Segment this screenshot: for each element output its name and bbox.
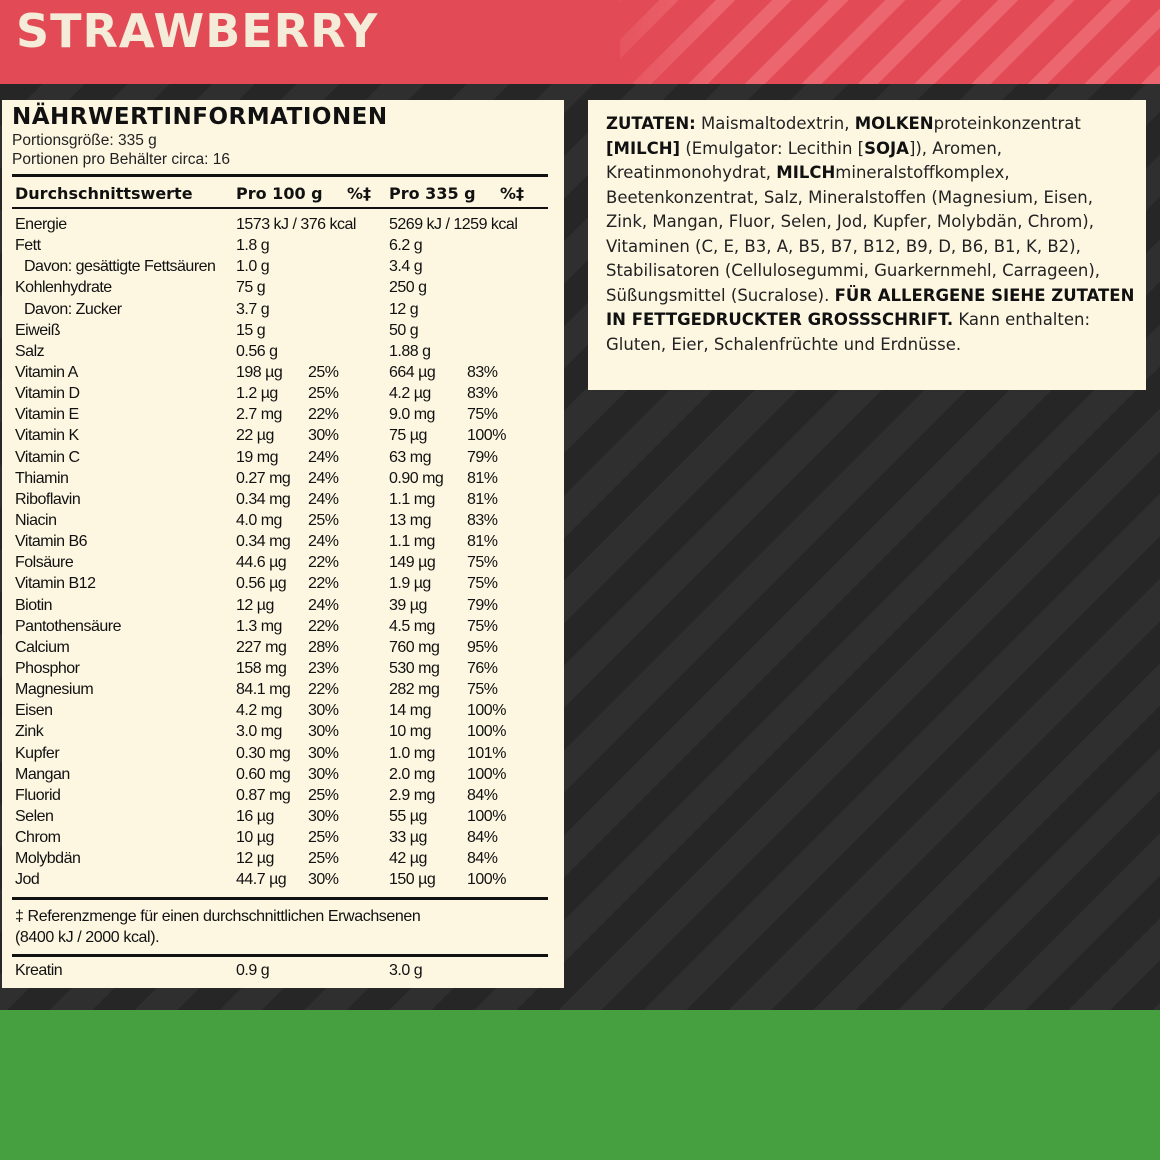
value-per100: 3.0 mg xyxy=(236,723,282,741)
percent-per335: 81% xyxy=(467,490,498,508)
kreatin-per100: 0.9 g xyxy=(236,962,270,979)
value-per335: 1.9 µg xyxy=(389,575,431,593)
ingredient-bold-text: ZUTATEN: xyxy=(606,114,696,133)
percent-per335: 75% xyxy=(467,617,498,635)
table-row xyxy=(2,745,564,766)
nutrition-table xyxy=(2,216,564,893)
value-per100: 0.27 mg xyxy=(236,469,291,487)
value-per335: 55 µg xyxy=(389,807,427,825)
percent-per100: 30% xyxy=(308,871,339,889)
value-per335: 760 mg xyxy=(389,638,440,656)
nutrition-title: NÄHRWERTINFORMATIONEN xyxy=(12,104,388,130)
portions-per-container: Portionen pro Behälter circa: 16 xyxy=(12,151,230,168)
divider xyxy=(12,897,548,900)
kreatin-per335: 3.0 g xyxy=(389,962,423,979)
value-per335: 149 µg xyxy=(389,554,436,572)
percent-per335: 95% xyxy=(467,638,498,656)
nutrient-name: Phosphor xyxy=(15,659,80,677)
kreatin-name: Kreatin xyxy=(15,962,63,979)
nutrient-name: Pantothensäure xyxy=(15,617,121,635)
value-per100: 44.6 µg xyxy=(236,554,287,572)
value-per335: 1.1 mg xyxy=(389,533,435,551)
percent-per335: 100% xyxy=(467,765,506,783)
table-row xyxy=(2,258,564,279)
ingredient-bold-text: MOLKEN xyxy=(854,114,934,133)
table-row xyxy=(2,723,564,744)
value-per335: 14 mg xyxy=(389,702,431,720)
percent-per100: 22% xyxy=(308,617,339,635)
nutrient-name: Mangan xyxy=(15,765,70,783)
value-per100: 1573 kJ / 376 kcal xyxy=(236,216,356,233)
value-per100: 2.7 mg xyxy=(236,406,282,424)
nutrient-name: Davon: Zucker xyxy=(24,300,122,318)
header-pct1: %‡ xyxy=(347,184,372,203)
percent-per335: 100% xyxy=(467,702,506,720)
percent-per335: 83% xyxy=(467,363,498,381)
value-per335: 4.5 mg xyxy=(389,617,435,635)
footnote-line1: ‡ Referenzmenge für einen durchschnittlichen Erwachsenen xyxy=(15,908,421,925)
header-per100: Pro 100 g xyxy=(236,184,323,203)
table-row xyxy=(2,533,564,554)
percent-per100: 30% xyxy=(308,744,339,762)
value-per335: 282 mg xyxy=(389,681,440,699)
divider xyxy=(12,954,548,957)
value-per100: 75 g xyxy=(236,279,266,297)
table-row xyxy=(2,385,564,406)
percent-per335: 76% xyxy=(467,659,498,677)
divider xyxy=(12,174,548,177)
percent-per335: 79% xyxy=(467,596,498,614)
value-per100: 1.3 mg xyxy=(236,617,282,635)
percent-per335: 75% xyxy=(467,406,498,424)
table-row xyxy=(2,850,564,871)
portion-size: Portionsgröße: 335 g xyxy=(12,132,157,149)
value-per335: 250 g xyxy=(389,279,427,297)
value-per335: 50 g xyxy=(389,321,419,339)
value-per335: 13 mg xyxy=(389,511,431,529)
value-per335: 9.0 mg xyxy=(389,406,435,424)
table-row xyxy=(2,322,564,343)
table-row xyxy=(2,766,564,787)
table-row xyxy=(2,512,564,533)
nutrient-name: Kupfer xyxy=(15,744,60,762)
percent-per335: 81% xyxy=(467,533,498,551)
ingredient-bold-text: [MILCH] xyxy=(606,138,681,158)
nutrient-name: Thiamin xyxy=(15,469,69,487)
nutrient-name: Vitamin E xyxy=(15,406,79,424)
nutrient-name: Riboflavin xyxy=(15,490,81,508)
percent-per335: 83% xyxy=(467,385,498,403)
nutrient-name: Folsäure xyxy=(15,554,74,572)
value-per335: 1.1 mg xyxy=(389,490,435,508)
nutrient-name: Vitamin B12 xyxy=(15,575,96,593)
value-per335: 75 µg xyxy=(389,427,427,445)
table-row xyxy=(2,660,564,681)
value-per100: 22 µg xyxy=(236,427,274,445)
value-per100: 10 µg xyxy=(236,829,274,847)
value-per100: 12 µg xyxy=(236,850,274,868)
value-per100: 12 µg xyxy=(236,596,274,614)
value-per335: 530 mg xyxy=(389,659,440,677)
value-per100: 84.1 mg xyxy=(236,681,291,699)
table-row xyxy=(2,575,564,596)
ingredient-bold-text: FÜR ALLERGENE SIEHE ZUTATEN IN FETTGEDRUCKTER GROSSSCHRIFT. xyxy=(606,285,1135,329)
percent-per335: 75% xyxy=(467,681,498,699)
percent-per100: 28% xyxy=(308,638,339,656)
table-row xyxy=(2,470,564,491)
percent-per335: 100% xyxy=(467,807,506,825)
percent-per100: 23% xyxy=(308,659,339,677)
nutrition-panel xyxy=(2,100,564,988)
value-per335: 3.4 g xyxy=(389,258,423,276)
percent-per100: 24% xyxy=(308,533,339,551)
value-per100: 16 µg xyxy=(236,807,274,825)
nutrient-name: Zink xyxy=(15,723,44,741)
value-per100: 0.56 µg xyxy=(236,575,287,593)
ingredient-bold-text: MILCH xyxy=(776,163,836,182)
value-per335: 2.0 mg xyxy=(389,765,435,783)
percent-per335: 79% xyxy=(467,448,498,466)
percent-per335: 84% xyxy=(467,850,498,868)
percent-per335: 100% xyxy=(467,871,506,889)
nutrient-name: Eisen xyxy=(15,702,53,720)
percent-per100: 25% xyxy=(308,850,339,868)
percent-per100: 24% xyxy=(308,469,339,487)
table-row xyxy=(2,491,564,512)
table-row xyxy=(2,364,564,385)
value-per335: 10 mg xyxy=(389,723,431,741)
percent-per335: 101% xyxy=(467,744,506,762)
percent-per100: 24% xyxy=(308,448,339,466)
nutrient-name: Selen xyxy=(15,807,54,825)
value-per100: 1.0 g xyxy=(236,258,270,276)
value-per335: 12 g xyxy=(389,300,419,318)
table-row xyxy=(2,681,564,702)
value-per100: 0.56 g xyxy=(236,342,278,360)
percent-per335: 84% xyxy=(467,786,498,804)
table-row xyxy=(2,871,564,892)
percent-per100: 22% xyxy=(308,554,339,572)
percent-per100: 24% xyxy=(308,596,339,614)
value-per100: 0.34 mg xyxy=(236,533,291,551)
nutrient-name: Magnesium xyxy=(15,681,94,699)
percent-per335: 75% xyxy=(467,554,498,572)
value-per100: 44.7 µg xyxy=(236,871,287,889)
ingredient-text: Maismaltodextrin, xyxy=(695,114,855,133)
value-per335: 1.88 g xyxy=(389,342,431,360)
percent-per335: 75% xyxy=(467,575,498,593)
percent-per335: 81% xyxy=(467,469,498,487)
value-per100: 0.60 mg xyxy=(236,765,291,783)
value-per100: 19 mg xyxy=(236,448,278,466)
nutrient-name: Molybdän xyxy=(15,850,81,868)
table-row xyxy=(2,406,564,427)
nutrient-name: Eiweiß xyxy=(15,321,61,339)
nutrient-name: Vitamin K xyxy=(15,427,79,445)
percent-per335: 83% xyxy=(467,511,498,529)
percent-per335: 84% xyxy=(467,829,498,847)
footnote xyxy=(15,906,420,948)
nutrient-name: Vitamin B6 xyxy=(15,533,88,551)
percent-per335: 100% xyxy=(467,723,506,741)
ingredient-text: ]), Aromen, Kreatinmonohydrat, xyxy=(606,138,1003,182)
nutrient-name: Salz xyxy=(15,342,45,360)
table-row xyxy=(2,702,564,723)
ingredient-bold-text: SOJA xyxy=(864,138,909,158)
ingredient-text: (Emulgator: Lecithin [ xyxy=(680,138,865,158)
nutrient-name: Biotin xyxy=(15,596,53,614)
table-row xyxy=(2,787,564,808)
ingredient-text: mineralstoffkomplex, Beetenkonzentrat, Salz, Mineralstoffen (Magnesium, Eisen, Zink, Mangan, Fluor, Selen, Jod, Kupfer, Molybdän, Chrom), Vitaminen (C, E, B3, A, B5, B7, B12, B9, D, B6, B1, K, B2), Stabilisatoren (Cellulosegummi, Guarkernmehl, Carrageen), Süßungsmittel (Sucralose). xyxy=(606,163,1101,305)
nutrient-name: Vitamin C xyxy=(15,448,80,466)
table-row xyxy=(2,301,564,322)
table-row xyxy=(2,808,564,829)
value-per100: 3.7 g xyxy=(236,300,270,318)
value-per100: 15 g xyxy=(236,321,266,339)
value-per100: 4.2 mg xyxy=(236,702,282,720)
ingredient-text: Kann enthalten: Gluten, Eier, Schalenfrüchte und Erdnüsse. xyxy=(606,310,1091,354)
value-per335: 664 µg xyxy=(389,363,436,381)
table-row xyxy=(2,639,564,660)
ingredient-text: proteinkonzentrat xyxy=(933,114,1081,133)
percent-per100: 30% xyxy=(308,807,339,825)
divider xyxy=(12,207,548,209)
nutrient-name: Kohlenhydrate xyxy=(15,279,112,297)
table-row xyxy=(2,618,564,639)
nutrient-name: Fluorid xyxy=(15,786,61,804)
percent-per100: 30% xyxy=(308,723,339,741)
green-footer-band xyxy=(0,1010,1160,1160)
value-per100: 0.30 mg xyxy=(236,744,291,762)
banner-fade xyxy=(560,0,720,84)
nutrient-name: Niacin xyxy=(15,511,57,529)
percent-per100: 25% xyxy=(308,363,339,381)
value-per335: 42 µg xyxy=(389,850,427,868)
nutrient-name: Chrom xyxy=(15,829,61,847)
table-row xyxy=(2,829,564,850)
value-per335: 4.2 µg xyxy=(389,385,431,403)
product-flavor-title: STRAWBERRY xyxy=(16,4,379,58)
table-row xyxy=(2,449,564,470)
table-row xyxy=(2,427,564,448)
value-per335: 39 µg xyxy=(389,596,427,614)
kreatin-row xyxy=(2,962,564,983)
value-per100: 1.8 g xyxy=(236,237,270,255)
table-row xyxy=(2,343,564,364)
percent-per100: 30% xyxy=(308,765,339,783)
header-pct2: %‡ xyxy=(500,184,525,203)
value-per335: 150 µg xyxy=(389,871,436,889)
table-row xyxy=(2,237,564,258)
percent-per100: 25% xyxy=(308,385,339,403)
percent-per100: 25% xyxy=(308,511,339,529)
value-per335: 2.9 mg xyxy=(389,786,435,804)
header-per335: Pro 335 g xyxy=(389,184,476,203)
value-per335: 5269 kJ / 1259 kcal xyxy=(389,216,518,233)
value-per100: 158 mg xyxy=(236,659,287,677)
nutrient-name: Vitamin A xyxy=(15,363,78,381)
ingredients-text xyxy=(606,112,1136,357)
nutrient-name: Energie xyxy=(15,216,67,233)
percent-per335: 100% xyxy=(467,427,506,445)
value-per100: 4.0 mg xyxy=(236,511,282,529)
percent-per100: 30% xyxy=(308,427,339,445)
percent-per100: 22% xyxy=(308,406,339,424)
percent-per100: 24% xyxy=(308,490,339,508)
percent-per100: 22% xyxy=(308,681,339,699)
value-per335: 63 mg xyxy=(389,448,431,466)
percent-per100: 30% xyxy=(308,702,339,720)
table-row xyxy=(2,279,564,300)
nutrient-name: Davon: gesättigte Fettsäuren xyxy=(24,258,216,276)
footnote-line2: (8400 kJ / 2000 kcal). xyxy=(15,929,160,946)
nutrient-name: Jod xyxy=(15,871,40,889)
value-per100: 227 mg xyxy=(236,638,287,656)
value-per100: 1.2 µg xyxy=(236,385,278,403)
percent-per100: 25% xyxy=(308,786,339,804)
value-per335: 6.2 g xyxy=(389,237,423,255)
table-row xyxy=(2,554,564,575)
ingredients-panel xyxy=(588,100,1146,390)
nutrient-name: Vitamin D xyxy=(15,385,80,403)
header-label: Durchschnittswerte xyxy=(15,184,193,203)
value-per335: 1.0 mg xyxy=(389,744,435,762)
value-per100: 0.87 mg xyxy=(236,786,291,804)
percent-per100: 25% xyxy=(308,829,339,847)
percent-per100: 22% xyxy=(308,575,339,593)
value-per335: 0.90 mg xyxy=(389,469,444,487)
value-per100: 0.34 mg xyxy=(236,490,291,508)
table-row xyxy=(2,597,564,618)
nutrient-name: Fett xyxy=(15,237,41,255)
table-row xyxy=(2,216,564,237)
value-per100: 198 µg xyxy=(236,363,283,381)
value-per335: 33 µg xyxy=(389,829,427,847)
nutrient-name: Calcium xyxy=(15,638,70,656)
